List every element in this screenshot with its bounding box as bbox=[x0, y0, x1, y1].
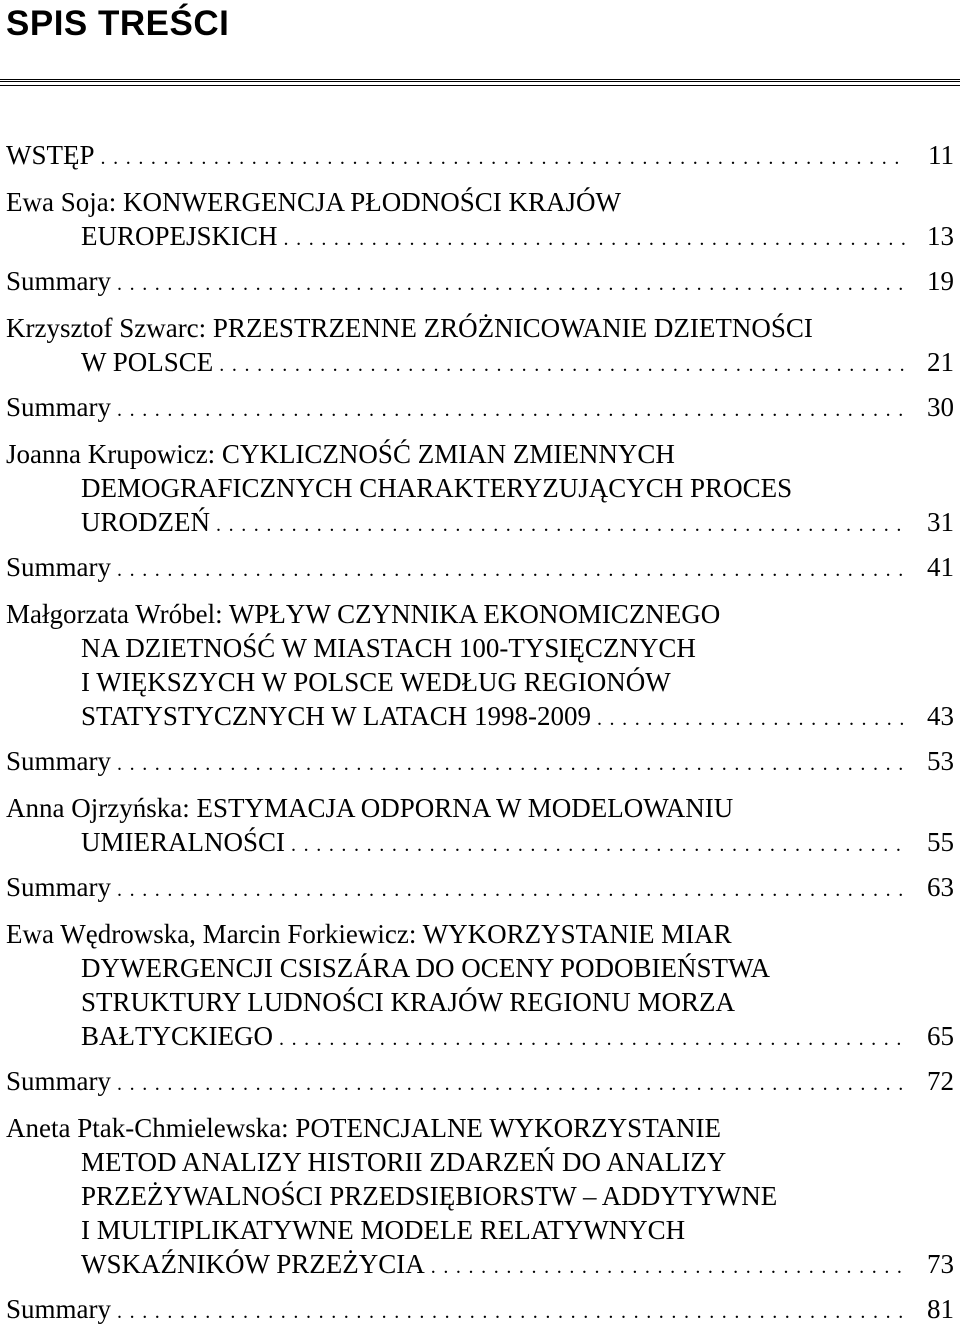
toc-author-title: Aneta Ptak-Chmielewska: POTENCJALNE WYKORZYSTANIE bbox=[6, 1113, 721, 1143]
toc-summary-entry[interactable] bbox=[6, 390, 954, 427]
toc-article-entry[interactable] bbox=[6, 1111, 954, 1284]
page-number: 31 bbox=[927, 507, 954, 537]
page-number: 30 bbox=[927, 392, 954, 422]
toc-author-title: Anna Ojrzyńska: ESTYMACJA ODPORNA W MODELOWANIU bbox=[6, 793, 734, 823]
toc-summary-entry[interactable] bbox=[6, 744, 954, 781]
toc-title-continuation: NA DZIETNOŚĆ W MIASTACH 100-TYSIĘCZNYCH bbox=[81, 633, 696, 663]
toc-entry-label: UMIERALNOŚCI bbox=[81, 827, 286, 857]
toc-title-continuation: STRUKTURY LUDNOŚCI KRAJÓW REGIONU MORZA bbox=[81, 987, 736, 1017]
toc-summary-entry[interactable] bbox=[6, 264, 954, 301]
toc-article-entry[interactable] bbox=[6, 437, 954, 542]
toc-entry-label: STATYSTYCZNYCH W LATACH 1998-2009 bbox=[81, 701, 591, 731]
toc-entry-label: BAŁTYCKIEGO bbox=[81, 1021, 273, 1051]
toc-leader-row bbox=[6, 345, 954, 382]
toc-author-title: Małgorzata Wróbel: WPŁYW CZYNNIKA EKONOMICZNEGO bbox=[6, 599, 721, 629]
dot-leader bbox=[117, 873, 906, 907]
dot-leader bbox=[101, 141, 906, 175]
toc-leader-row bbox=[6, 1019, 954, 1056]
toc-entry-label: WSKAŹNIKÓW PRZEŻYCIA bbox=[81, 1249, 425, 1279]
toc-entry-label: URODZEŃ bbox=[81, 507, 210, 537]
page-number: 19 bbox=[927, 266, 954, 296]
dot-leader bbox=[219, 348, 906, 382]
page-number: 72 bbox=[927, 1066, 954, 1096]
toc-entry-label: WSTĘP bbox=[6, 140, 95, 170]
page-number: 73 bbox=[927, 1249, 954, 1279]
dot-leader bbox=[431, 1250, 906, 1284]
toc-leader-row bbox=[6, 744, 954, 781]
toc-author-title: Joanna Krupowicz: CYKLICZNOŚĆ ZMIAN ZMIENNYCH bbox=[6, 439, 675, 469]
page-number: 43 bbox=[927, 701, 954, 731]
dot-leader bbox=[117, 393, 906, 427]
dot-leader bbox=[279, 1022, 906, 1056]
page-number: 13 bbox=[927, 221, 954, 251]
dot-leader bbox=[117, 553, 906, 587]
page-number: 21 bbox=[927, 347, 954, 377]
summary-label: Summary bbox=[6, 1066, 111, 1096]
toc-article-entry[interactable] bbox=[6, 311, 954, 382]
toc-summary-entry[interactable] bbox=[6, 550, 954, 587]
toc-summary-entry[interactable] bbox=[6, 1064, 954, 1101]
summary-label: Summary bbox=[6, 392, 111, 422]
toc-article-entry[interactable] bbox=[6, 791, 954, 862]
dot-leader bbox=[117, 1295, 906, 1329]
dot-leader bbox=[284, 222, 906, 256]
toc-leader-row bbox=[6, 550, 954, 587]
page-number: 65 bbox=[927, 1021, 954, 1051]
toc-leader-row bbox=[6, 1292, 954, 1329]
page-number: 41 bbox=[927, 552, 954, 582]
page-number: 53 bbox=[927, 746, 954, 776]
toc-leader-row bbox=[6, 138, 954, 175]
toc-leader-row bbox=[6, 390, 954, 427]
summary-label: Summary bbox=[6, 266, 111, 296]
dot-leader bbox=[117, 267, 906, 301]
toc-leader-row bbox=[6, 1247, 954, 1284]
page-number: 11 bbox=[928, 140, 954, 170]
toc-summary-entry[interactable] bbox=[6, 870, 954, 907]
summary-label: Summary bbox=[6, 746, 111, 776]
dot-leader bbox=[117, 1067, 906, 1101]
page-number: 55 bbox=[927, 827, 954, 857]
toc-leader-row bbox=[6, 1064, 954, 1101]
page-number: 63 bbox=[927, 872, 954, 902]
toc-title-continuation: METOD ANALIZY HISTORII ZDARZEŃ DO ANALIZY bbox=[81, 1147, 727, 1177]
page-title: SPIS TREŚCI bbox=[6, 4, 230, 43]
toc-title-continuation: I MULTIPLIKATYWNE MODELE RELATYWNYCH bbox=[81, 1215, 686, 1245]
dot-leader bbox=[597, 702, 906, 736]
toc-leader-row bbox=[6, 870, 954, 907]
toc-author-title: Ewa Soja: KONWERGENCJA PŁODNOŚCI KRAJÓW bbox=[6, 187, 621, 217]
page-number: 81 bbox=[927, 1294, 954, 1324]
toc-leader-row bbox=[6, 264, 954, 301]
toc-intro-entry[interactable] bbox=[6, 138, 954, 175]
toc-entry-label: EUROPEJSKICH bbox=[81, 221, 278, 251]
summary-label: Summary bbox=[6, 1294, 111, 1324]
summary-label: Summary bbox=[6, 872, 111, 902]
toc-author-title: Krzysztof Szwarc: PRZESTRZENNE ZRÓŻNICOWANIE DZIETNOŚCI bbox=[6, 313, 813, 343]
dot-leader bbox=[117, 747, 906, 781]
toc-article-entry[interactable] bbox=[6, 917, 954, 1056]
toc-leader-row bbox=[6, 505, 954, 542]
table-of-contents bbox=[6, 138, 954, 1329]
toc-title-continuation: DEMOGRAFICZNYCH CHARAKTERYZUJĄCYCH PROCES bbox=[81, 473, 793, 503]
toc-article-entry[interactable] bbox=[6, 185, 954, 256]
toc-leader-row bbox=[6, 219, 954, 256]
toc-summary-entry[interactable] bbox=[6, 1292, 954, 1329]
toc-leader-row bbox=[6, 699, 954, 736]
dot-leader bbox=[291, 828, 906, 862]
title-divider bbox=[0, 79, 960, 86]
toc-title-continuation: I WIĘKSZYCH W POLSCE WEDŁUG REGIONÓW bbox=[81, 667, 671, 697]
toc-entry-label: W POLSCE bbox=[81, 347, 214, 377]
toc-title-continuation: PRZEŻYWALNOŚCI PRZEDSIĘBIORSTW – ADDYTYWNE bbox=[81, 1181, 778, 1211]
toc-article-entry[interactable] bbox=[6, 597, 954, 736]
toc-leader-row bbox=[6, 825, 954, 862]
dot-leader bbox=[216, 508, 906, 542]
toc-author-title: Ewa Wędrowska, Marcin Forkiewicz: WYKORZYSTANIE MIAR bbox=[6, 919, 732, 949]
toc-title-continuation: DYWERGENCJI CSISZÁRA DO OCENY PODOBIEŃSTWA bbox=[81, 953, 771, 983]
summary-label: Summary bbox=[6, 552, 111, 582]
